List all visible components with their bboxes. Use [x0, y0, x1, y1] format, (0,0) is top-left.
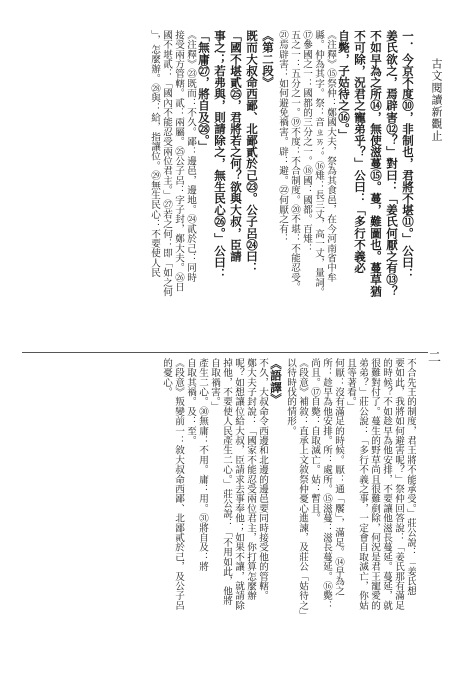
top-text-line: 」，怎麼辦。㉘與：給，指讓位。㉙無生民心：不要使人民: [149, 30, 160, 278]
top-text-line: 一．今京不度⑩，非制也，君將不堪⑪。」公曰：: [401, 30, 415, 280]
half-divider: [22, 352, 428, 353]
book-title: 古文閱讀新觀止: [430, 58, 443, 142]
bottom-half-text: [20, 358, 416, 688]
bottom-text-line: 所：趁早為他安排。所：處所。⑮滋蔓：滋長蔓延。⑯斃：: [321, 358, 332, 611]
top-text-line: 事之；若弗與，則請除之，無生民心㉖。」公曰：: [213, 30, 227, 280]
top-text-line: ⑰參國之一：國都的三分之一。⑱國：國都。百雉：: [301, 30, 312, 254]
bottom-text-line: 弟弟？」莊公說：「多行不義之事，一定會自取滅亡，你姑: [357, 358, 368, 611]
top-text-line: 不可除，況君之寵弟乎？」公曰：「多行不義必: [353, 30, 367, 274]
top-text-line: 既而大叔命西鄙、北鄙貳於己㉓。公子呂㉔曰：: [245, 30, 259, 274]
bottom-text-line: 尚且。⑰自斃：自取滅亡。姑：暫且。: [309, 358, 320, 523]
bottom-text-line: 何厭：沒有滿足的時候。厭：通「饜」，滿足。⑭早為之: [333, 358, 344, 596]
bottom-text-line: 《語譯》: [269, 358, 283, 405]
top-text-line: 接受兩方管轄。貳：兩屬。㉕公子呂：字子封，鄭大夫。㉖日: [173, 30, 184, 292]
bottom-text-line: 產生二心。㉚無庸：不用。庸：用。㉛將自及：將: [197, 358, 208, 572]
bottom-text-line: 不久，大叔命令西邊和北邊的邊邑要同時接受他的管轄。: [257, 358, 268, 601]
bottom-text-line: 不合先王的制度，君王將不能承受。」莊公說：「姜氏想: [405, 358, 416, 596]
top-text-line: 國不堪貳：「國內不能忍受兩位君主。」㉗若之何：即「如之何: [161, 30, 172, 297]
bottom-text-line: 很難對付了。蔓生的野草尚且很難剷除，何況是君王寵愛的: [369, 358, 380, 611]
top-text-line: 《注釋》㉓既而：不久。鄙：邊邑，邊地。㉔貳於己：同時: [185, 30, 196, 283]
top-text-line: 「國不堪貳㉕，君將若之何？欲與大叔，臣請: [229, 30, 243, 262]
top-text-line: ㉑焉辟害：如何避免禍害。辟：避。㉒何厭之有：: [277, 30, 288, 244]
top-text-line: 不如早為之所⑭，無使滋蔓⑮。蔓，難圖也。蔓草猶: [369, 30, 383, 297]
top-text-line: 自斃，子姑待之⑯。」: [337, 30, 351, 141]
bottom-text-line: 要如此，我將如何避害呢？」祭仲回答說：「姜氏那有滿足: [393, 358, 404, 611]
bottom-text-line: 以待時伐的情形。: [285, 358, 296, 436]
bottom-text-line: 且等著看。」: [345, 358, 356, 412]
top-text-line: 「無庸㉗，將自及㉘。」: [197, 30, 211, 152]
bottom-text-line: 掉他，不要使人民產生二心。」莊公說：「不用如此，他將: [221, 358, 232, 606]
bottom-text-line: 自取禍害。」: [209, 358, 220, 412]
bottom-text-line: 鄭大夫子封說：「國家不能忍受兩位君主，你打算怎麼辦: [245, 358, 256, 601]
bottom-text-line: 《段意》補敘：直承上文敘祭仲憂心進諫，及莊公「姑待之」: [297, 358, 308, 620]
bottom-text-line: 《段意》叛變前一：敘大叔命西鄙、北鄙貳於己，及公子呂: [173, 358, 184, 611]
page-number: 二: [425, 350, 440, 363]
top-text-line: 《第二段》: [261, 30, 275, 88]
top-half-text: [20, 30, 416, 348]
bottom-text-line: 的時候？不如趁早為他安排，不要讓他滋長蔓延。蔓延，就: [381, 358, 392, 611]
bottom-text-line: 自取其禍。及：至。: [185, 358, 196, 446]
top-text-line: 姜氏欲之，焉辟害⑫？」對曰：「姜氏何厭之有⑬？: [385, 30, 399, 297]
bottom-text-line: 的憂心。: [161, 358, 172, 397]
top-text-line: 縣。仲為其字。祭：音ㄓㄞˋ。⑯雉：長三丈，高一丈，量詞。: [313, 30, 324, 297]
top-text-line: 五之一：五分之一。⑲不度：不合制度。⑳不堪：不能忍受。: [289, 30, 300, 292]
top-text-line: 《注釋》⑮祭仲：鄭國大夫，祭為其食邑，在今河南省中牟: [325, 30, 336, 283]
bottom-text-line: 呢？如想讓位給大叔，臣請求去事奉他；如果不讓，就請除: [233, 358, 244, 611]
